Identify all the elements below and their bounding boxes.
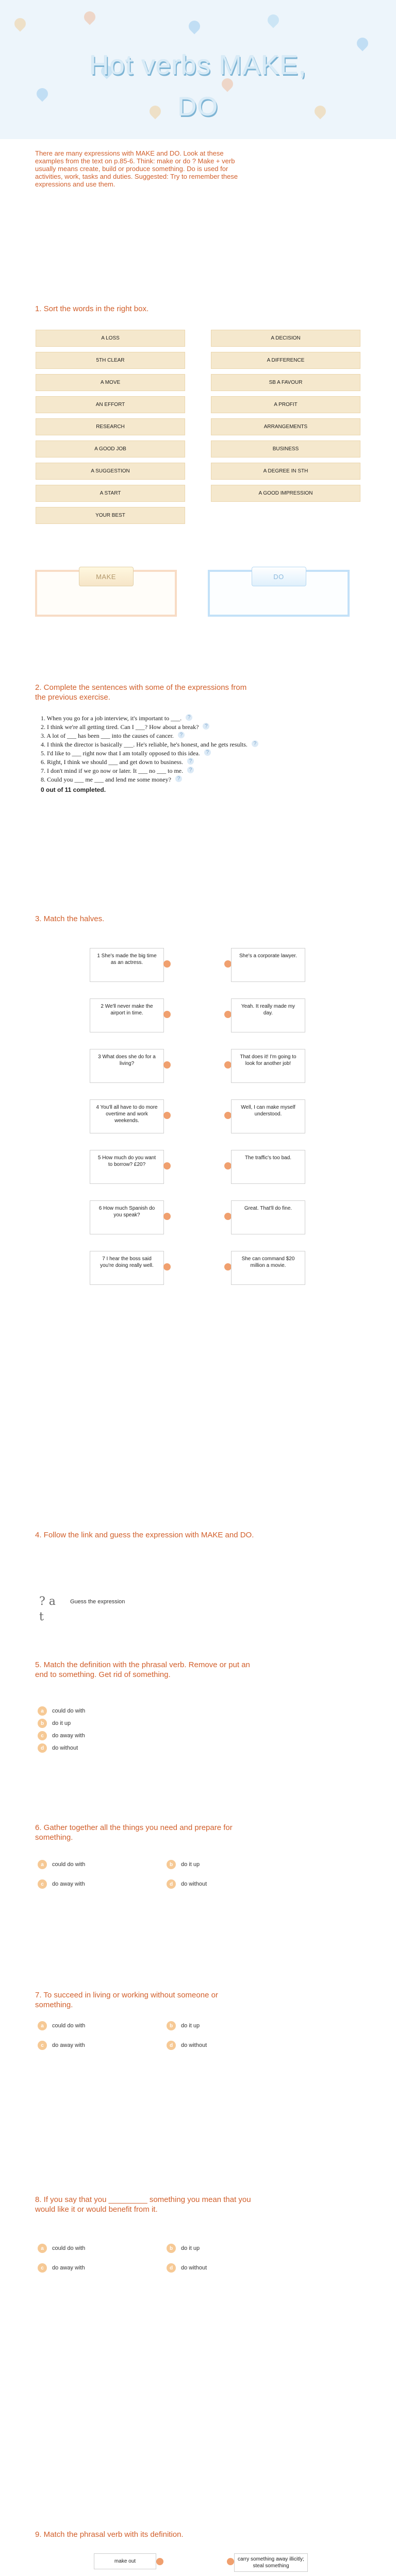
choice-item[interactable] [38,1742,306,1754]
word-card[interactable]: A SUGGESTION [36,463,185,480]
completion-status: 0 out of 11 completed. [41,786,106,793]
match-left-card[interactable]: 1 She's made the big time as an actress. [90,948,164,982]
choice-item[interactable] [167,2242,295,2255]
choice-item[interactable] [38,1730,306,1742]
choice-text: do it up [181,1861,200,1868]
word-card[interactable]: A DECISION [211,330,360,347]
match-right-card[interactable]: Well, I can make myself understood. [231,1099,305,1133]
connector-dot[interactable] [224,1263,232,1270]
page-title [0,52,396,120]
choice-text: do it up [181,2245,200,2251]
sort-heading: 1. Sort the words in the right box. [35,304,149,313]
choice-item[interactable] [38,1878,167,1890]
choice-item[interactable] [38,1717,306,1730]
match-left-card[interactable]: 2 We'll never make the airport in time. [90,998,164,1032]
choice-text: could do with [52,1708,86,1714]
sentence-text: 1. When you go for a job interview, it's important to ___. [41,715,182,722]
reveal-badge-icon[interactable]: ? [187,758,194,765]
sentence-row [41,714,309,723]
connector-dot[interactable] [224,1112,232,1119]
choice-letter: a [38,1706,47,1716]
choice-item[interactable] [167,2020,295,2032]
choice-item[interactable] [167,2039,295,2052]
puzzle-icon: ? a t [39,1595,56,1623]
reveal-badge-icon[interactable]: ? [203,723,209,730]
pairs-heading: 9. Match the phrasal verb with its definition. [35,2530,184,2539]
choice-text: do without [181,2042,207,2048]
choice-item[interactable] [38,2020,167,2032]
definition-card[interactable]: carry something away illicitly; steal something [234,2553,308,2572]
choice-item[interactable] [167,1858,295,1871]
word-card[interactable]: A PROFIT [211,396,360,413]
connector-dot[interactable] [163,1061,171,1069]
match-panel [90,948,305,1301]
match-row [90,1200,305,1251]
word-card[interactable]: A GOOD IMPRESSION [211,485,360,502]
match-left-card[interactable]: 3 What does she do for a living? [90,1049,164,1083]
choice-text: do away with [52,2265,85,2271]
sentence-text: 3. A lot of ___ has been ___ into the causes of cancer. [41,732,174,739]
choice-letter: c [38,2041,47,2050]
match-left-card[interactable]: 4 You'll all have to do more overtime and work weekends. [90,1099,164,1133]
word-card[interactable]: A DEGREE IN STH [211,463,360,480]
match-right-card[interactable]: Yeah. It really made my day. [231,998,305,1032]
word-card[interactable]: A GOOD JOB [36,440,185,457]
choice-letter: c [38,1731,47,1740]
reveal-badge-icon[interactable]: ? [252,740,258,747]
choice-list-1 [38,1705,306,1754]
reveal-badge-icon[interactable]: ? [187,767,194,773]
choice-letter: a [38,2244,47,2253]
sentence-text: 7. I don't mind if we go now or later. It ___ no ___ to me. [41,767,184,774]
word-card[interactable]: A MOVE [36,374,185,391]
connector-dot[interactable] [163,1011,171,1018]
match-right-card[interactable]: She's a corporate lawyer. [231,948,305,982]
sentence-list [41,714,309,794]
choice-letter: d [167,2041,176,2050]
connector-dot[interactable] [224,1162,232,1170]
choice-letter: b [38,1719,47,1728]
connector-dot[interactable] [156,2558,163,2565]
sentence-row [41,758,309,767]
droplet-icon [12,15,28,31]
choice-text: do away with [52,1733,85,1739]
sentence-text: 5. I'd like to ___ right now that I am totally opposed to this idea. [41,750,200,757]
choice-letter: b [167,2244,176,2253]
droplet-icon [354,35,370,51]
phrasal-verb-match [94,2553,308,2576]
choice-letter: c [38,1879,47,1889]
match-left-card[interactable]: 6 How much Spanish do you speak? [90,1200,164,1234]
droplet-icon [186,18,202,34]
choice-text: could do with [52,2245,86,2251]
choice-letter: a [38,2021,47,2030]
droplet-icon [81,9,97,25]
choice-letter: d [38,1743,47,1753]
reveal-badge-icon[interactable]: ? [175,775,182,782]
choice-text: do it up [181,2023,200,2029]
make-drop-zone[interactable] [35,570,177,617]
do-zone-label: DO [252,567,306,586]
match-row [90,998,305,1049]
connector-dot[interactable] [224,1061,232,1069]
sentence-row [41,732,309,740]
definition-heading-1: 5. Match the definition with the phrasal verb. Remove or put an end to something. Get rid of something. [35,1660,250,1679]
word-card[interactable]: BUSINESS [211,440,360,457]
choice-text: do without [181,1881,207,1887]
sentence-text: 6. Right, I think we should ___ and get down to business. [41,758,183,766]
choice-grid-4 [38,2242,306,2274]
choice-text: do without [52,1745,78,1751]
match-row [90,1099,305,1150]
connector-dot[interactable] [163,1263,171,1270]
connector-dot[interactable] [163,1162,171,1170]
match-row [90,1150,305,1200]
word-card[interactable]: RESEARCH [36,418,185,435]
sentence-row [41,775,309,784]
sentence-row [41,767,309,775]
definition-heading-4: 8. If you say that you _________ something you mean that you would like it or would benefit from it. [35,2195,251,2214]
match-right-card[interactable]: She can command $20 million a movie. [231,1251,305,1285]
sentence-text: 8. Could you ___ me ___ and lend me some money? [41,776,171,783]
choice-letter: b [167,2021,176,2030]
connector-dot[interactable] [163,1112,171,1119]
definition-heading-2: 6. Gather together all the things you need and prepare for something. [35,1823,233,1842]
match-right-card[interactable]: That does it! I'm going to look for another job! [231,1049,305,1083]
sentence-text: 2. I think we're all getting tired. Can I ___? How about a break? [41,723,199,731]
match-row [90,1251,305,1301]
word-card[interactable]: YOUR BEST [36,507,185,524]
complete-heading: 2. Complete the sentences with some of the expressions from the previous exercise. [35,683,247,702]
droplet-icon [265,12,281,28]
choice-item[interactable] [38,1858,167,1871]
choice-letter: d [167,1879,176,1889]
choice-item[interactable] [167,2262,295,2274]
sentence-text: 4. I think the director is basically ___. He's reliable, he's honest, and he gets results. [41,741,248,748]
pair-row [94,2553,308,2569]
guess-link[interactable]: Guess the expression [70,1599,125,1605]
page-title-line-2: DO [177,92,219,121]
word-card[interactable]: SB A FAVOUR [211,374,360,391]
sentence-row [41,749,309,758]
word-card[interactable]: A START [36,485,185,502]
choice-item[interactable] [38,2262,167,2274]
connector-dot[interactable] [227,2558,234,2565]
connector-dot[interactable] [163,960,171,968]
match-row [90,1049,305,1099]
connector-dot[interactable] [163,1213,171,1220]
choice-letter: d [167,2263,176,2273]
match-row [90,948,305,998]
choice-grid-3 [38,2020,306,2052]
sentence-row [41,723,309,732]
choice-grid-2 [38,1858,306,1890]
reveal-badge-icon[interactable]: ? [186,714,192,721]
match-right-card[interactable]: Great. That'll do fine. [231,1200,305,1234]
choice-item[interactable] [38,2242,167,2255]
connector-dot[interactable] [224,960,232,968]
match-left-card[interactable]: 7 I hear the boss said you're doing really well. [90,1251,164,1285]
choice-text: could do with [52,2023,86,2029]
choice-item[interactable] [167,1878,295,1890]
sentence-row [41,740,309,749]
match-heading: 3. Match the halves. [35,914,105,923]
connector-dot[interactable] [224,1011,232,1018]
do-drop-zone[interactable] [208,570,350,617]
word-card[interactable]: A DIFFERENCE [211,352,360,369]
choice-text: do away with [52,1881,85,1887]
choice-letter: b [167,1860,176,1869]
reveal-badge-icon[interactable]: ? [178,732,185,738]
definition-heading-3: 7. To succeed in living or working without someone or something. [35,1991,218,2009]
word-card[interactable]: 5TH CLEAR [36,352,185,369]
guess-row [39,1594,125,1623]
choice-letter: c [38,2263,47,2273]
verb-card[interactable]: make out [94,2553,156,2569]
guess-heading: 4. Follow the link and guess the expression with MAKE and DO. [35,1531,254,1539]
match-right-card[interactable]: The traffic's too bad. [231,1150,305,1184]
word-card[interactable]: AN EFFORT [36,396,185,413]
choice-item[interactable] [38,1705,306,1717]
word-grid [36,330,360,524]
make-zone-label: MAKE [79,567,134,586]
choice-text: do away with [52,2042,85,2048]
choice-text: do without [181,2265,207,2271]
choice-text: do it up [52,1720,71,1726]
connector-dot[interactable] [224,1213,232,1220]
hero-banner [0,0,396,139]
word-card[interactable]: A LOSS [36,330,185,347]
page-title-line-1: Hot verbs MAKE, [89,50,307,80]
reveal-badge-icon[interactable]: ? [204,749,211,756]
choice-item[interactable] [38,2039,167,2052]
word-card[interactable]: ARRANGEMENTS [211,418,360,435]
choice-letter: a [38,1860,47,1869]
choice-text: could do with [52,1861,86,1868]
intro-text: There are many expressions with MAKE and DO. Look at these examples from the text on p.85-6. Think: make or do ? Make + verb usually means create, build or produce something. Do is used for activities, work, tasks and duties. Suggested: Try to remember these expressions and use them. [35,149,238,188]
match-left-card[interactable]: 5 How much do you want to borrow? £20? [90,1150,164,1184]
